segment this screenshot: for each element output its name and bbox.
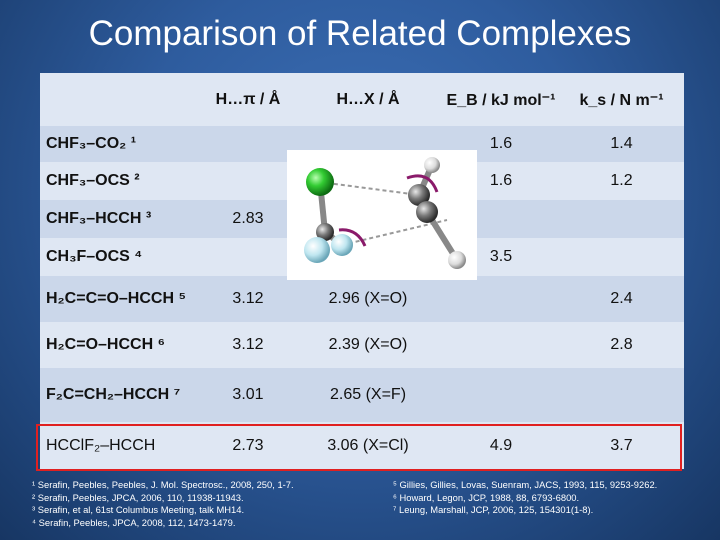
reference-2: ² Serafin, Peebles, JPCA, 2006, 110, 11938-11943. [32,491,244,503]
references-right [393,479,657,517]
complex-name: HCClF₂–HCCH [46,436,156,454]
complex-name: CH₃F–OCS ⁴ [46,248,143,265]
fluorine-atom [304,237,330,263]
carbon-atom [416,201,438,223]
complex-name: CHF₃–OCS ² [46,172,140,189]
complex-name: CHF₃–CO₂ ¹ [46,135,137,152]
binding-energy-value: 4.9 [489,436,513,454]
slide-title: Comparison of Related Complexes [88,14,632,53]
header-binding-energy: E_B / kJ mol⁻¹ [446,91,556,109]
header-h-x: H…X / Å [336,90,400,108]
hydrogen-atom [424,157,440,173]
references-left [32,479,294,529]
reference-7: ⁷ Leung, Marshall, JCP, 2006, 125, 154301(1-8). [393,504,594,515]
h-pi-value [203,238,293,276]
hydrogen-atom [448,251,466,269]
binding-energy-value [443,322,559,368]
table-row [40,322,684,368]
header-blank [40,73,203,126]
force-constant-value: 2.8 [610,336,633,353]
reference-5: ⁵ Gillies, Gillies, Lovas, Suenram, JACS, 1993, 115, 9253-9262. [393,479,658,490]
reference-3: ³ Serafin, et al, 61st Columbus Meeting, talk MH14. [32,504,245,515]
binding-energy-value: 1.6 [489,172,513,189]
h-x-value: 3.06 (X=Cl) [327,436,409,454]
binding-energy-value: 1.6 [489,135,513,152]
force-constant-value: 1.2 [610,172,633,189]
h-pi-value: 2.73 [232,436,264,454]
molecule-illustration [287,150,477,280]
reference-4: ⁴ Serafin, Peebles, JPCA, 2008, 112, 1473-1479. [32,516,236,528]
h-pi-value: 3.01 [232,386,264,403]
force-constant-value [559,200,684,238]
h-pi-value [203,126,293,162]
table-header-row [40,73,684,126]
h-x-value: 2.96 (X=O) [328,290,408,307]
binding-energy-value [443,276,559,322]
h-pi-value: 2.83 [232,210,264,227]
highlight-box [36,424,682,471]
header-h-pi: H…π / Å [215,90,281,108]
force-constant-value: 1.4 [610,135,633,152]
h-pi-value [203,162,293,200]
h-pi-value: 3.12 [232,290,264,307]
h-pi-value: 3.12 [232,336,264,353]
force-constant-value [559,238,684,276]
complex-name: H₂C=C=O–HCCH ⁵ [46,290,186,307]
table-row [40,368,684,422]
complex-name: F₂C=CH₂–HCCH ⁷ [46,386,181,403]
chlorine-atom [306,168,334,196]
header-force-constant: k_s / N m⁻¹ [579,91,664,109]
h-x-value: 2.39 (X=O) [328,336,408,353]
binding-energy-value [443,368,559,422]
force-constant-value [559,368,684,422]
complex-name: H₂C=O–HCCH ⁶ [46,336,165,353]
force-constant-value: 3.7 [610,436,633,454]
complex-name: CHF₃–HCCH ³ [46,210,152,227]
reference-1: ¹ Serafin, Peebles, Peebles, J. Mol. Spectrosc., 2008, 250, 1-7. [32,479,294,490]
h-x-value: 2.65 (X=F) [329,386,407,403]
reference-6: ⁶ Howard, Legon, JCP, 1988, 88, 6793-6800. [393,491,580,503]
table-row [40,276,684,322]
fluorine-atom [331,234,353,256]
force-constant-value: 2.4 [610,290,633,307]
binding-energy-value: 3.5 [489,248,513,265]
